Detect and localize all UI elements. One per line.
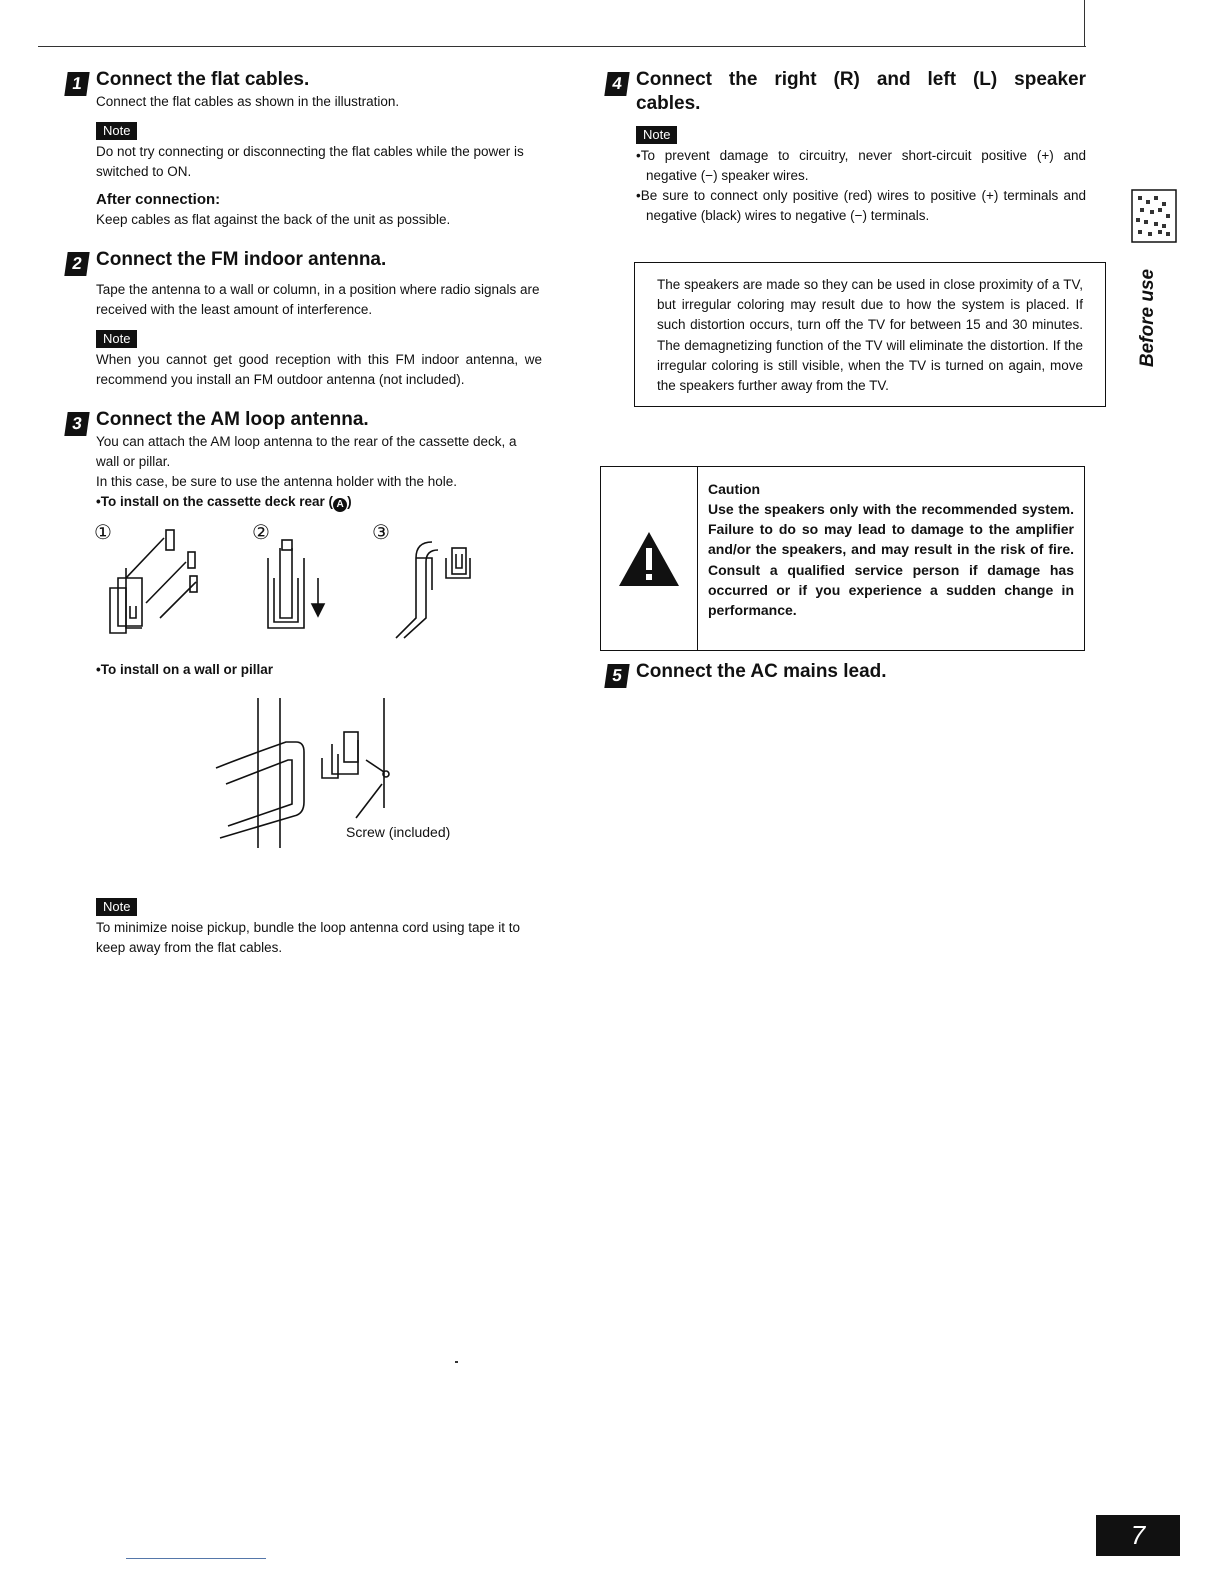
section-tab-pattern-icon <box>1124 186 1184 246</box>
speaker-note-list <box>636 146 1086 226</box>
note-badge: Note <box>96 122 137 140</box>
sub-text: Keep cables as flat against the back of the unit as possible. <box>96 212 451 227</box>
bottom-rule <box>126 1558 266 1559</box>
note-text: Do not try connecting or disconnecting the flat cables while the power is switched to ON. <box>96 144 524 179</box>
section-tab-label <box>1118 258 1178 378</box>
step-number-badge: 4 <box>604 72 629 96</box>
install-rear-heading <box>96 492 542 512</box>
caution-title: Caution <box>708 481 761 497</box>
install-rear-text: •To install on the cassette deck rear ( <box>96 494 334 509</box>
install-rear-end: ) <box>347 494 352 509</box>
note-text: To minimize noise pickup, bundle the loop antenna cord using tape it to keep away from the flat cables. <box>96 920 521 955</box>
step-title: Connect the AM loop antenna. <box>96 409 369 430</box>
note-text: When you cannot get good reception with this FM indoor antenna, we recommend you install an FM outdoor antenna (not included). <box>96 352 542 387</box>
mark-a-icon: A <box>333 498 347 512</box>
figure-label-3: ③ <box>372 522 390 544</box>
wall-install-figure <box>156 698 536 868</box>
step-body: You can attach the AM loop antenna to the rear of the cassette deck, a wall or pillar. <box>96 434 517 469</box>
step-title: Connect the FM indoor antenna. <box>96 249 387 270</box>
step-body: Connect the flat cables as shown in the illustration. <box>96 94 400 109</box>
tv-distortion-info-box <box>634 262 1106 407</box>
rear-install-figure <box>86 518 506 648</box>
step-title: Connect the AC mains lead. <box>636 661 887 682</box>
list-item: •Be sure to connect only positive (red) wires to positive (+) terminals and negative (black) wires to negative (−) terminals. <box>636 188 1086 223</box>
caution-box <box>600 466 1085 651</box>
step-2-fm-antenna <box>66 248 542 390</box>
step-title: Connect the flat cables. <box>96 69 310 90</box>
warning-triangle-icon <box>617 530 681 588</box>
stray-mark <box>455 1361 458 1363</box>
step-body: Tape the antenna to a wall or column, in a position where radio signals are received with the least amount of interference. <box>96 282 540 317</box>
section-tab-text: Before use <box>1137 268 1159 368</box>
page-number: 7 <box>1096 1515 1180 1556</box>
caution-icon-cell <box>601 467 698 650</box>
step-1-flat-cables <box>66 68 542 230</box>
step-title: Connect the right (R) and left (L) speaker cables. <box>636 69 1086 114</box>
antenna-holder-drawing <box>86 518 506 648</box>
note-badge: Note <box>96 330 137 348</box>
caution-content <box>698 467 1084 650</box>
step-number-badge: 3 <box>64 412 89 436</box>
step-number-badge: 2 <box>64 252 89 276</box>
info-box-text: The speakers are made so they can be used in close proximity of a TV, but irregular coloring may result due to how the system is placed. If such distortion occurs, turn off the TV for between 15 and 30 minutes. The demagnetizing function of the TV will eliminate the distortion. If the irregular coloring is still visible, when the TV is turned on again, move the speakers further away from the TV. <box>657 277 1083 394</box>
list-item: •To prevent damage to circuitry, never short-circuit positive (+) and negative (−) speaker wires. <box>636 148 1086 183</box>
screw-label: Screw (included) <box>346 824 451 840</box>
top-border-rule <box>38 46 1086 47</box>
step-5-ac-mains <box>606 660 1116 684</box>
caution-text: Use the speakers only with the recommended system. Failure to do so may lead to damage to the amplifier and/or the speakers, and may result in the risk of fire. Consult a qualified service person if damage has occurred or if you experience a sudden change in performance. <box>708 501 1074 619</box>
step-number-badge: 1 <box>64 72 89 96</box>
step-number-badge: 5 <box>604 664 629 688</box>
am-note-block <box>96 888 542 958</box>
wall-mount-drawing <box>156 698 536 868</box>
step-3-am-antenna <box>66 408 542 958</box>
figure-label-1: ① <box>94 522 112 544</box>
figure-label-2: ② <box>252 522 270 544</box>
step-body-2: In this case, be sure to use the antenna holder with the hole. <box>96 474 457 489</box>
left-column <box>66 68 542 958</box>
note-badge: Note <box>96 898 137 916</box>
top-border-tick <box>1084 0 1085 47</box>
note-badge: Note <box>636 126 677 144</box>
step-4-speaker-cables <box>606 68 1086 226</box>
right-column <box>606 68 1086 226</box>
sub-heading: After connection: <box>96 191 221 208</box>
install-wall-heading: •To install on a wall or pillar <box>96 662 274 677</box>
